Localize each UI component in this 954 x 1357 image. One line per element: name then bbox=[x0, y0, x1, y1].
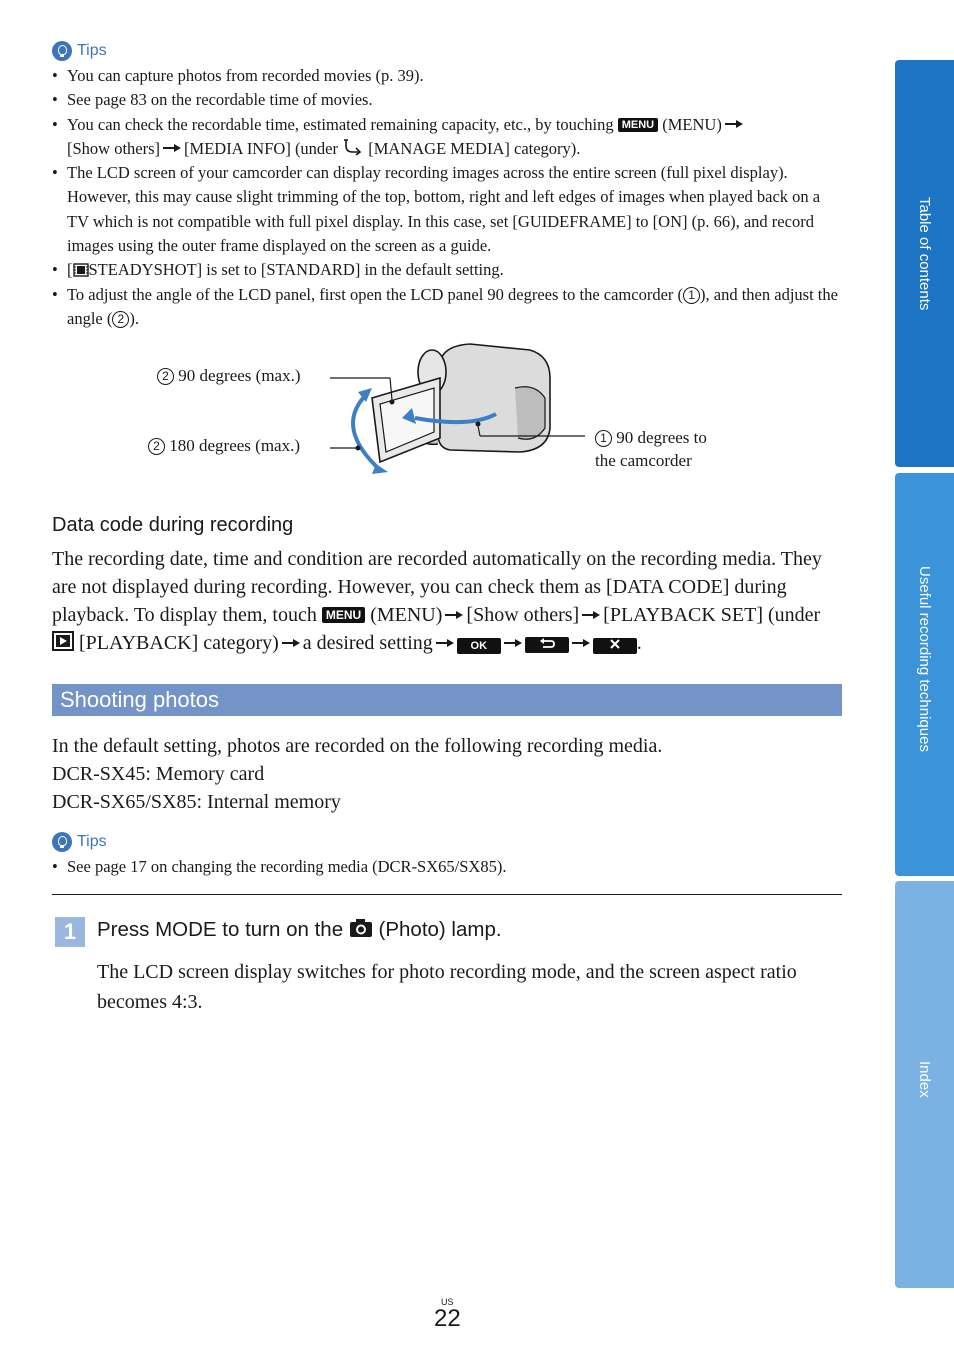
camera-icon bbox=[349, 918, 373, 938]
tab-table-of-contents[interactable]: Table of contents bbox=[895, 60, 954, 467]
return-button-icon bbox=[525, 637, 569, 653]
list-item: • You can capture photos from recorded movies (p. 39). bbox=[52, 64, 842, 88]
section-title: Shooting photos bbox=[52, 684, 842, 716]
page-region: US bbox=[441, 1297, 454, 1307]
list-item: • To adjust the angle of the LCD panel, first open the LCD panel 90 degrees to the camcorder ( 1 ), and then adjust the angle ( 2 ). bbox=[52, 283, 842, 332]
arrow-icon bbox=[582, 610, 600, 620]
tab-index[interactable]: Index bbox=[895, 881, 954, 1288]
lightbulb-icon bbox=[52, 832, 72, 852]
list-item: • See page 17 on changing the recording media (DCR-SX65/SX85). bbox=[52, 855, 842, 879]
list-item: • The LCD screen of your camcorder can display recording images across the entire screen (full pixel display). However, this may cause slight trimming of the top, bottom, right and left edges of images when played back on a TV which is not compatible with full pixel display. In this case, set [GUIDEFRAME] to [ON] (p. 66), and record images using the outer frame displayed on the screen as a guide. bbox=[52, 161, 842, 258]
shooting-body: In the default setting, photos are recorded on the following recording media. DCR-SX45: Memory card DCR-SX65/SX85: Internal memory bbox=[52, 735, 663, 813]
circled-number: 2 bbox=[112, 311, 129, 328]
arrow-icon bbox=[282, 638, 300, 648]
figure-label-180: 2 180 degrees (max.) bbox=[148, 436, 300, 456]
menu-button-icon: MENU bbox=[322, 607, 365, 623]
circled-number: 1 bbox=[683, 287, 700, 304]
manage-media-icon bbox=[342, 138, 364, 156]
page-number: 22 bbox=[434, 1305, 461, 1332]
tips-heading: Tips bbox=[52, 41, 107, 61]
arrow-icon bbox=[445, 610, 463, 620]
list-item: • See page 83 on the recordable time of movies. bbox=[52, 88, 842, 112]
playback-icon bbox=[52, 631, 74, 651]
figure-label-90: 2 90 degrees (max.) bbox=[157, 366, 301, 386]
list-item: • You can check the recordable time, estimated remaining capacity, etc., by touching MENU (MENU) [Show others] [MEDIA INFO] (under [MANAGE MEDIA] category). bbox=[52, 113, 842, 162]
lightbulb-icon bbox=[52, 41, 72, 61]
divider bbox=[52, 894, 842, 895]
tips-list bbox=[52, 855, 842, 879]
tab-useful-recording-techniques[interactable]: Useful recording techniques bbox=[895, 473, 954, 876]
step-title: Press MODE to turn on the (Photo) lamp. bbox=[97, 918, 502, 941]
arrow-icon bbox=[163, 143, 181, 153]
list-item: • [ STEADYSHOT] is set to [STANDARD] in the default setting. bbox=[52, 258, 842, 282]
arrow-icon bbox=[725, 119, 743, 129]
steadyshot-icon bbox=[73, 263, 89, 277]
tips-heading: Tips bbox=[52, 832, 107, 852]
step-description: The LCD screen display switches for photo recording mode, and the screen aspect ratio becomes 4:3. bbox=[97, 961, 797, 1013]
figure-label-camcorder: 1 90 degrees to the camcorder bbox=[595, 428, 707, 470]
arrow-icon bbox=[436, 638, 454, 648]
arrow-icon bbox=[504, 638, 522, 648]
data-code-heading: Data code during recording bbox=[52, 514, 294, 536]
step-number: 1 bbox=[55, 917, 85, 947]
close-button-icon bbox=[593, 638, 637, 654]
tips-list bbox=[52, 64, 842, 331]
data-code-paragraph: The recording date, time and condition are recorded automatically on the recording media. They are not displayed during recording. However, you can check them as [DATA CODE] during playback. To display them, touch MENU (MENU) [Show others] [PLAYBACK SET] (under [PLAYBACK] category) a desired setting OK . bbox=[52, 548, 822, 654]
arrow-icon bbox=[572, 638, 590, 648]
ok-button-icon: OK bbox=[457, 638, 501, 654]
menu-button-icon: MENU bbox=[618, 118, 658, 132]
